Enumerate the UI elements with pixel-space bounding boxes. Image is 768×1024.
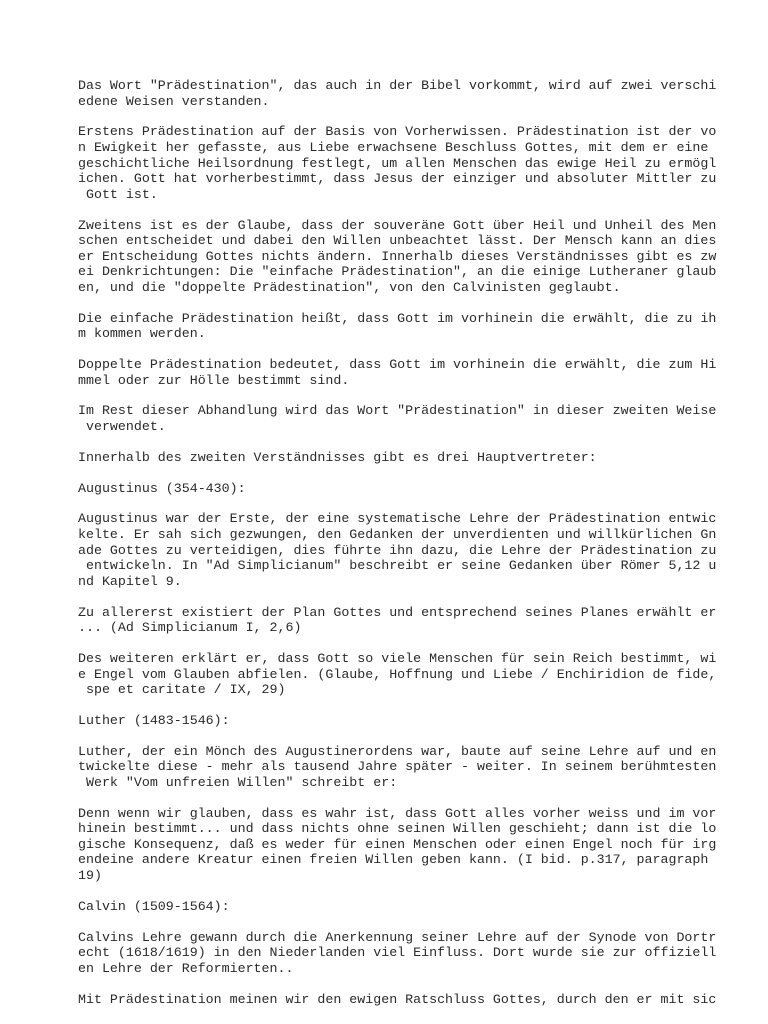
text-line: ichen. Gott hat vorherbestimmt, dass Jesus der einziger und absoluter Mittler zu — [78, 171, 717, 187]
text-line: er Entscheidung Gottes nichts ändern. Innerhalb dieses Verständnisses gibt es zw — [78, 248, 717, 264]
text-line: gische Konsequenz, daß es weder für einen Menschen oder einen Engel noch für irg — [78, 836, 717, 852]
text-line: Calvins Lehre gewann durch die Anerkennung seiner Lehre auf der Synode von Dortr — [78, 929, 717, 945]
paragraph — [78, 511, 717, 589]
text-line: Calvin (1509-1564): — [78, 898, 230, 914]
text-line: nd Kapitel 9. — [78, 573, 182, 589]
text-line: entwickeln. In "Ad Simplicianum" beschreibt er seine Gedanken über Römer 5,12 u — [78, 558, 717, 574]
text-line: en Lehre der Reformierten.. — [78, 960, 294, 976]
document-page — [78, 78, 717, 1022]
text-line: Luther (1483-1546): — [78, 712, 230, 728]
text-line: Zu allererst existiert der Plan Gottes und entsprechend seines Planes erwählt er — [78, 604, 717, 620]
text-line: endeine andere Kreatur einen freien Willen geben kann. (I bid. p.317, paragraph — [78, 852, 709, 868]
text-line: Doppelte Prädestination bedeutet, dass Gott im vorhinein die erwählt, die zum Hi — [78, 357, 717, 373]
text-line: en, und die "doppelte Prädestination", von den Calvinisten geglaubt. — [78, 279, 621, 295]
paragraph — [78, 310, 717, 342]
paragraph — [78, 899, 698, 915]
text-line: Mit Prädestination meinen wir den ewigen Ratschluss Gottes, durch den er mit sic — [78, 991, 717, 1007]
text-line: Des weiteren erklärt er, dass Gott so viele Menschen für sein Reich bestimmt, wi — [78, 650, 717, 666]
paragraph — [78, 650, 717, 698]
paragraph — [78, 713, 698, 729]
paragraph — [78, 604, 717, 636]
paragraph — [78, 357, 717, 388]
text-line: m kommen werden. — [78, 326, 206, 342]
paragraph — [78, 217, 717, 296]
text-line: Das Wort "Prädestination", das auch in der Bibel vorkommt, wird auf zwei verschi — [78, 78, 717, 93]
text-line: Gott ist. — [78, 186, 158, 202]
paragraph — [78, 78, 717, 109]
text-line: Augustinus war der Erste, der eine systematische Lehre der Prädestination entwic — [78, 511, 717, 527]
paragraph — [78, 403, 717, 435]
text-line: Die einfache Prädestination heißt, dass Gott im vorhinein die erwählt, die zu ih — [78, 310, 717, 326]
paragraph — [78, 929, 717, 977]
text-line: Im Rest dieser Abhandlung wird das Wort "Prädestination" in dieser zweiten Weise — [78, 403, 717, 419]
text-line: e Engel vom Glauben abfielen. (Glaube, Hoffnung und Liebe / Enchiridion de fide, — [78, 666, 717, 682]
text-line: Zweitens ist es der Glaube, dass der souveräne Gott über Heil und Unheil des Men — [78, 217, 717, 233]
text-line: kelte. Er sah sich gezwungen, den Gedanken der unverdienten und willkürlichen Gn — [78, 526, 717, 542]
text-line: Erstens Prädestination auf der Basis von Vorherwissen. Prädestination ist der vo — [78, 124, 717, 140]
text-line: hinein bestimmt... und dass nichts ohne seinen Willen geschieht; dann ist die lo — [78, 821, 717, 837]
paragraph — [78, 481, 698, 497]
text-line: verwendet. — [78, 419, 166, 435]
text-line: Innerhalb des zweiten Verständnisses gibt es drei Hauptvertreter: — [78, 449, 597, 465]
text-line: ... (Ad Simplicianum I, 2,6) — [78, 620, 302, 636]
text-line: Denn wenn wir glauben, dass es wahr ist, dass Gott alles vorher weiss und im vor — [78, 805, 717, 821]
paragraph — [78, 450, 698, 466]
text-line: Augustinus (354-430): — [78, 480, 246, 496]
text-line: schen entscheidet und dabei den Willen unbeachtet lässt. Der Mensch kann an dies — [78, 233, 717, 249]
paragraph — [78, 743, 717, 791]
text-line: Werk "Vom unfreien Willen" schreibt er: — [78, 774, 398, 790]
paragraph — [78, 991, 717, 1008]
paragraph — [78, 124, 717, 202]
paragraph — [78, 805, 717, 884]
text-line: Luther, der ein Mönch des Augustinerordens war, baute auf seine Lehre auf und en — [78, 743, 717, 759]
text-line: n Ewigkeit her gefasste, aus Liebe erwachsene Beschluss Gottes, mit dem er eine — [78, 139, 709, 155]
text-line: edene Weisen verstanden. — [78, 93, 270, 109]
text-line: 19) — [78, 868, 102, 883]
text-line: mmel oder zur Hölle bestimmt sind. — [78, 372, 350, 388]
text-line: geschichtliche Heilsordnung festlegt, um allen Menschen das ewige Heil zu ermögl — [78, 155, 717, 171]
text-line: twickelte diese - mehr als tausend Jahre später - weiter. In seinem berühmtesten — [78, 759, 717, 775]
text-line: ei Denkrichtungen: Die "einfache Prädestination", an die einige Lutheraner glaub — [78, 264, 717, 280]
text-line: spe et caritate / IX, 29) — [78, 682, 286, 698]
text-line: echt (1618/1619) in den Niederlanden viel Einfluss. Dort wurde sie zur offiziell — [78, 945, 717, 961]
text-line: ade Gottes zu verteidigen, dies führte ihn dazu, die Lehre der Prädestination zu — [78, 542, 717, 558]
